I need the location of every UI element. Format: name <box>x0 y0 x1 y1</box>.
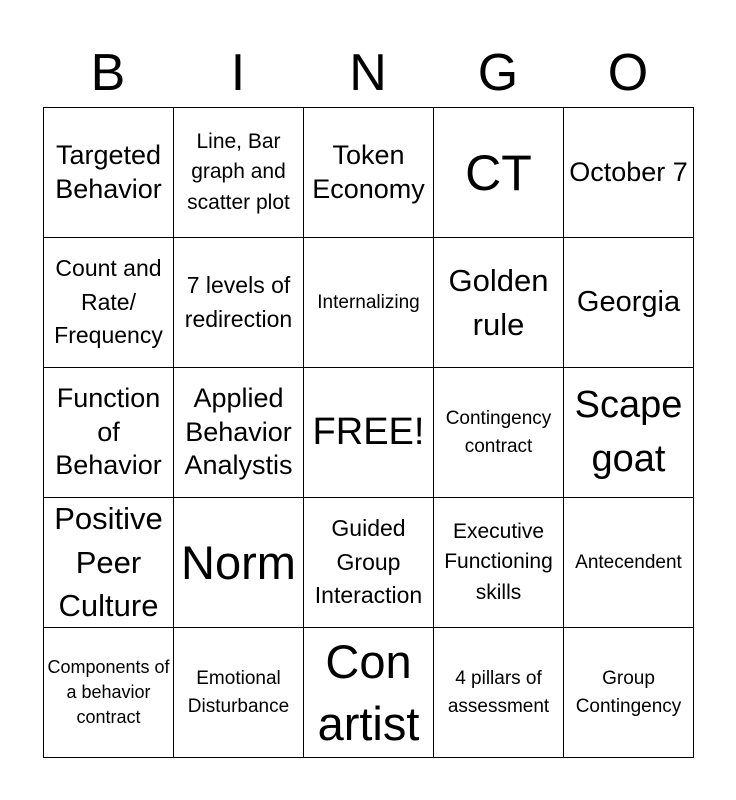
header-letter-i: I <box>230 44 246 102</box>
bingo-cell-r3-c4[interactable] <box>434 368 564 498</box>
bingo-cell-r4-c4[interactable] <box>434 498 564 628</box>
cell-label: 7 levels of redirection <box>184 272 293 332</box>
cell-label: Count and Rate/ Frequency <box>54 255 163 349</box>
bingo-cell-r3-c3[interactable] <box>304 368 434 498</box>
bingo-cell-r3-c2[interactable] <box>174 368 304 498</box>
cell-label: October 7 <box>569 156 688 187</box>
bingo-cell-r3-c1[interactable] <box>44 368 174 498</box>
bingo-cell-r2-c2[interactable] <box>174 238 304 368</box>
cell-label: Guided Group Interaction <box>314 515 423 609</box>
bingo-cell-r5-c2[interactable] <box>174 628 304 758</box>
bingo-cell-r2-c4[interactable] <box>434 238 564 368</box>
bingo-cell-r4-c2[interactable] <box>174 498 304 628</box>
bingo-cell-r2-c3[interactable] <box>304 238 434 368</box>
bingo-cell-r4-c5[interactable] <box>564 498 694 628</box>
cell-label: Applied Behavior Analystis <box>184 382 293 481</box>
bingo-cell-r5-c5[interactable] <box>564 628 694 758</box>
cell-label: Targeted Behavior <box>55 139 162 204</box>
cell-label: Antecendent <box>575 551 682 573</box>
bingo-board <box>43 107 694 758</box>
cell-label: Positive Peer Culture <box>54 501 163 624</box>
bingo-header <box>43 38 693 108</box>
bingo-cell-r5-c3[interactable] <box>304 628 434 758</box>
bingo-cell-r1-c3[interactable] <box>304 108 434 238</box>
bingo-cell-r1-c2[interactable] <box>174 108 304 238</box>
bingo-cell-r2-c1[interactable] <box>44 238 174 368</box>
bingo-cell-r5-c1[interactable] <box>44 628 174 758</box>
cell-label: Emotional Disturbance <box>187 667 290 717</box>
cell-label: Contingency contract <box>445 407 552 457</box>
bingo-cell-r1-c1[interactable] <box>44 108 174 238</box>
header-letter-o: O <box>607 44 649 102</box>
cell-label: CT <box>465 144 532 201</box>
cell-label: Con artist <box>317 635 420 750</box>
bingo-cell-r3-c5[interactable] <box>564 368 694 498</box>
bingo-cell-r1-c5[interactable] <box>564 108 694 238</box>
cell-label: Internalizing <box>317 291 420 313</box>
bingo-cell-r1-c4[interactable] <box>434 108 564 238</box>
cell-label: Scape goat <box>574 384 683 480</box>
cell-label: Function of Behavior <box>55 382 162 481</box>
header-letter-n: N <box>349 44 387 102</box>
cell-label: Georgia <box>576 286 681 319</box>
cell-label: Golden rule <box>448 263 549 342</box>
cell-label: Token Economy <box>312 139 425 204</box>
cell-label: Norm <box>181 536 296 589</box>
bingo-cell-r4-c3[interactable] <box>304 498 434 628</box>
bingo-cell-r5-c4[interactable] <box>434 628 564 758</box>
bingo-cell-r2-c5[interactable] <box>564 238 694 368</box>
cell-label: Components of a behavior contract <box>47 656 170 728</box>
cell-label: FREE! <box>312 410 425 453</box>
bingo-cell-r4-c1[interactable] <box>44 498 174 628</box>
cell-label: Group Contingency <box>575 667 682 717</box>
header-letter-b: B <box>90 44 126 102</box>
cell-label: 4 pillars of assessment <box>447 667 550 717</box>
cell-label: Line, Bar graph and scatter plot <box>187 129 290 214</box>
header-letter-g: G <box>477 44 519 102</box>
cell-label: Executive Functioning skills <box>444 519 553 604</box>
